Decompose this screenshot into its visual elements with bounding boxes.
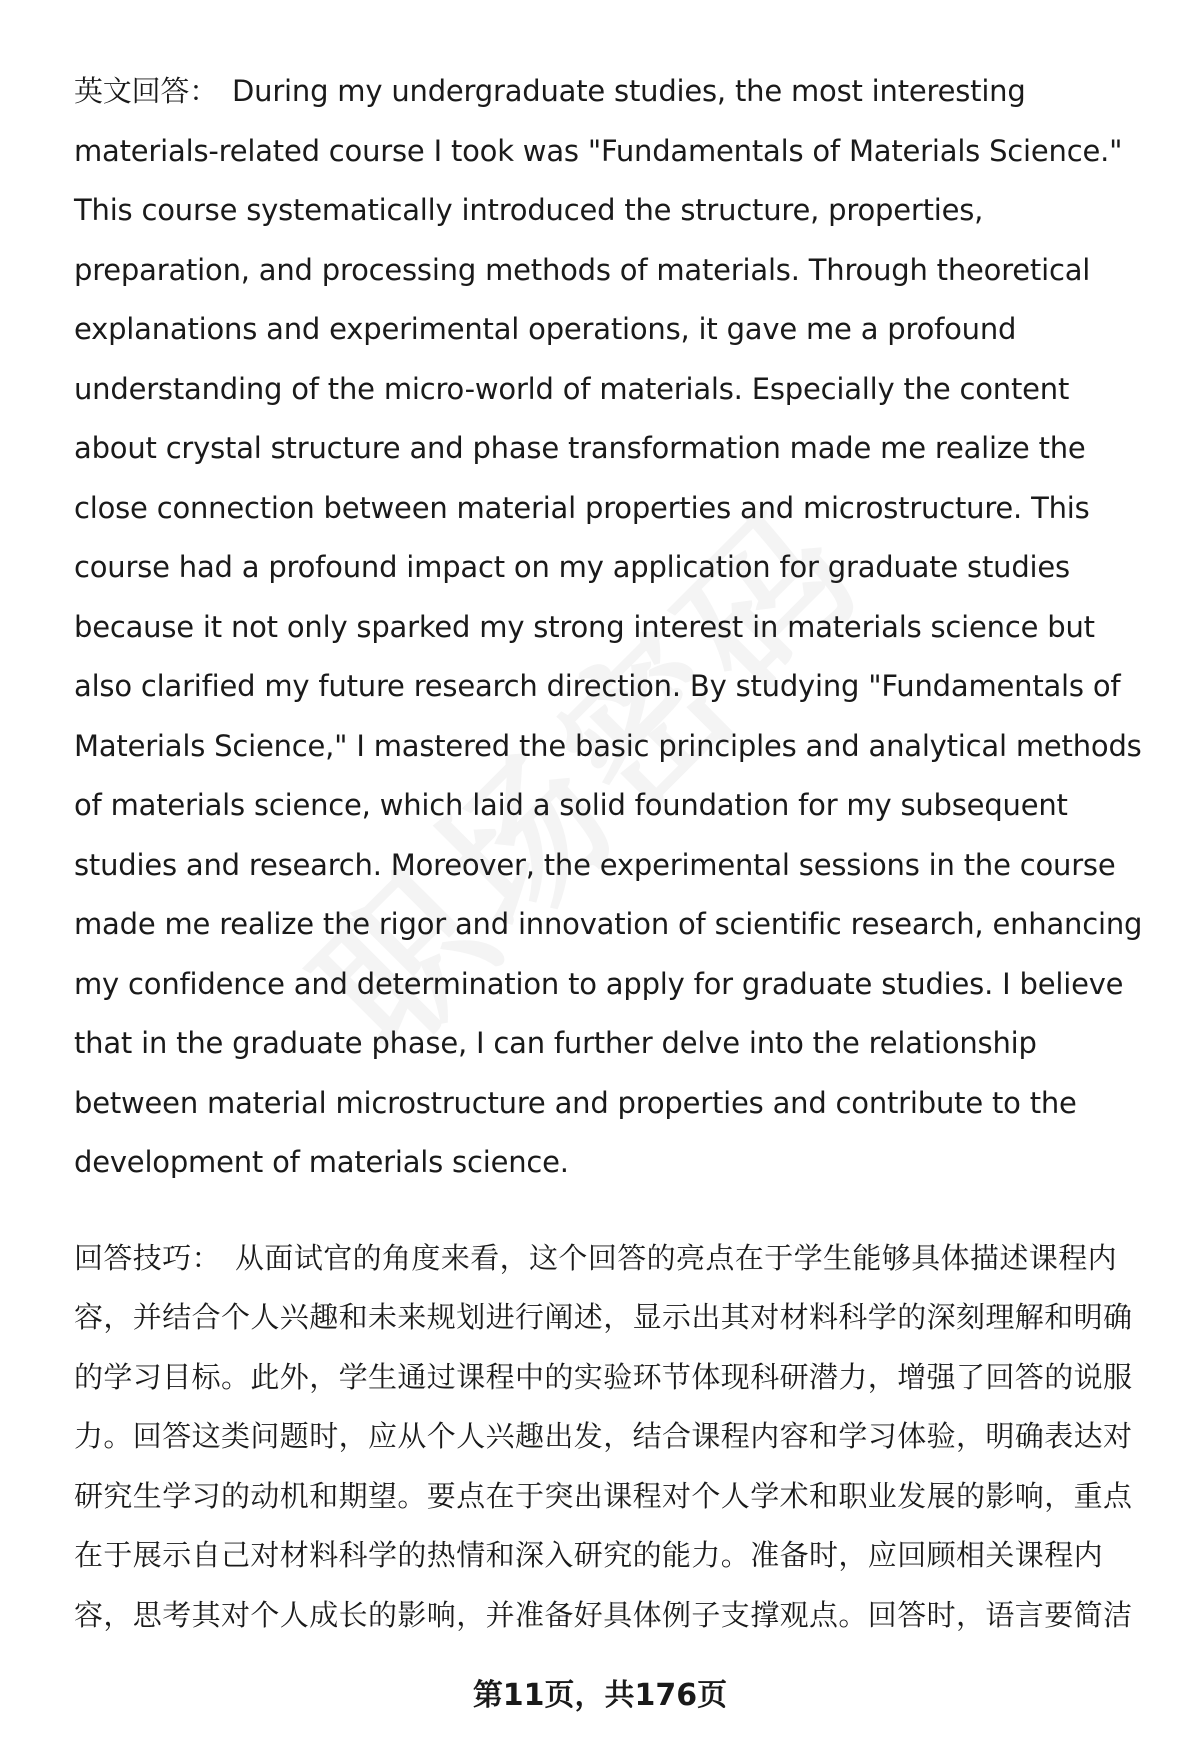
answer-tips-paragraph: [74, 1229, 1154, 1646]
answer-tips-label: 回答技巧：: [74, 1240, 222, 1275]
answer-tips-text: 从面试官的角度来看，这个回答的亮点在于学生能够具体描述课程内容，并结合个人兴趣和未来规划进行阐述，显示出其对材料科学的深刻理解和明确的学习目标。此外，学生通过课程中的实验环节体现科研潜力，增强了回答的说服力。回答这类问题时，应从个人兴趣出发，结合课程内容和学习体验，明确表达对研究生学习的动机和期望。要点在于突出课程对个人学术和职业发展的影响，重点在于展示自己对材料科学的热情和深入研究的能力。准备时，应回顾相关课程内容，思考其对个人成长的影响，并准备好具体例子支撑观点。回答时，语言要简洁: [74, 1240, 1133, 1632]
english-answer-label: 英文回答：: [74, 74, 219, 108]
page-content: [74, 62, 1154, 1645]
english-answer-text: During my undergraduate studies, the most interesting materials-related course I took was "Fundamentals of Materials Science." This course systematically introduced the structure, properties, preparation, and processing methods of materials. Through theoretical explanations and experimental operations, it gave me a profound understanding of the micro-world of materials. Especially the content about crystal structure and phase transformation made me realize the close connection between material properties and microstructure. This course had a profound impact on my application for graduate studies because it not only sparked my strong interest in materials science but also clarified my future research direction. By studying "Fundamentals of Materials Science," I mastered the basic principles and analytical methods of materials science, which laid a solid foundation for my subsequent studies and research. Moreover, the experimental sessions in the course made me realize the rigor and innovation of scientific research, enhancing my confidence and determination to apply for graduate studies. I believe that in the graduate phase, I can further delve into the relationship between material microstructure and properties and contribute to the development of materials science.: [74, 74, 1143, 1179]
page-number-footer: [0, 1670, 1200, 1714]
english-answer-paragraph: [74, 62, 1154, 1193]
page-indicator: 第11页，共176页: [472, 1678, 728, 1713]
